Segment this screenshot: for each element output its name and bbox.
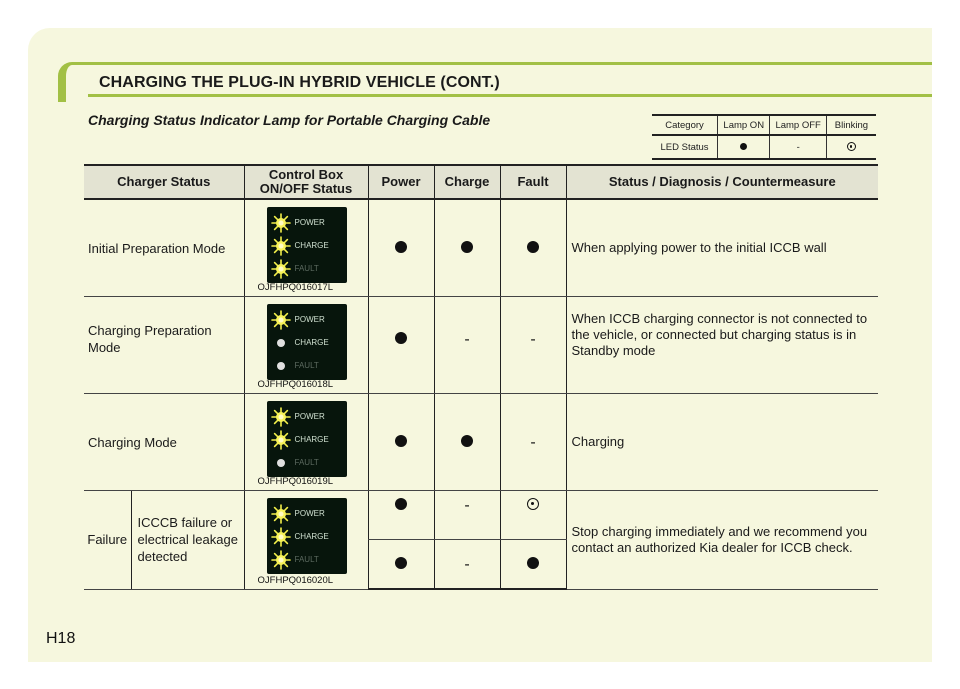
lamp-row — [271, 310, 347, 330]
section-title: CHARGING THE PLUG-IN HYBRID VEHICLE (CONT.) — [99, 74, 500, 91]
fault-lamp-on-icon — [271, 259, 291, 279]
image-code: OJFHPQ016019L — [257, 476, 334, 487]
lamp-row — [271, 453, 347, 473]
lamp-label: CHARGE — [294, 338, 329, 347]
lamp-on-dot-icon — [527, 557, 539, 569]
charge-cell — [434, 540, 500, 590]
power-cell — [368, 540, 434, 590]
legend-row-label: LED Status — [652, 135, 718, 159]
led-legend-table — [652, 114, 876, 160]
row-status — [84, 297, 244, 394]
table-header-row — [84, 165, 878, 199]
lamp-row — [271, 550, 347, 570]
image-code: OJFHPQ016017L — [257, 282, 334, 293]
control-box-image — [244, 199, 368, 297]
lamp-label: POWER — [294, 412, 325, 421]
lamp-row — [271, 504, 347, 524]
header-control-box-text: Control Box ON/OFF Status — [259, 167, 353, 196]
lamp-row — [271, 236, 347, 256]
fault-cell — [500, 540, 566, 590]
lamp-row — [271, 356, 347, 376]
header-fault: Fault — [500, 165, 566, 199]
row-status: Initial Preparation Mode — [84, 199, 244, 297]
row-diagnosis: When applying power to the initial ICCB wall — [566, 199, 878, 297]
row-diagnosis — [566, 297, 878, 394]
row-diagnosis: Stop charging immediately and we recommend you contact an authorized Kia dealer for ICCB check. — [566, 491, 878, 590]
lamp-on-dot-icon — [740, 143, 747, 150]
charge-cell — [434, 491, 500, 540]
power-cell — [368, 199, 434, 297]
lamp-on-dot-icon — [395, 241, 407, 253]
charge-lamp-on-icon — [271, 527, 291, 547]
lamp-label: FAULT — [294, 264, 319, 273]
row-sub-status: ICCCB failure or electrical leakage detected — [131, 491, 244, 590]
row-diagnosis: Charging — [566, 394, 878, 491]
charge-cell — [434, 297, 500, 394]
power-cell — [368, 491, 434, 540]
header-charger-status: Charger Status — [84, 165, 244, 199]
legend-lamp-on — [718, 135, 770, 159]
row-diagnosis-text: When ICCB charging connector is not connected to the vehicle, or connected but charging status is in Standby mode — [571, 311, 868, 358]
charge-lamp-off-icon — [277, 339, 285, 347]
charging-status-table — [84, 164, 878, 590]
fault-lamp-off-icon — [277, 362, 285, 370]
lamp-label: POWER — [294, 218, 325, 227]
lamp-row — [271, 407, 347, 427]
lamp-on-dot-icon — [461, 241, 473, 253]
row-status-text: Charging Preparation Mode — [88, 323, 212, 355]
table-row — [84, 491, 878, 540]
table-row — [84, 394, 878, 491]
table-row — [84, 297, 878, 394]
lamp-label: FAULT — [294, 555, 319, 564]
fault-lamp-on-icon — [271, 550, 291, 570]
lamp-on-dot-icon — [395, 435, 407, 447]
blinking-circle-icon — [527, 498, 539, 510]
lamp-row — [271, 527, 347, 547]
image-code: OJFHPQ016020L — [257, 574, 334, 586]
power-lamp-on-icon — [271, 310, 291, 330]
lamp-row — [271, 430, 347, 450]
section-header-rule — [88, 94, 932, 97]
legend-header-lamp-on: Lamp ON — [718, 115, 770, 135]
lamp-label: CHARGE — [294, 532, 329, 541]
lamp-label: FAULT — [294, 361, 319, 370]
header-diagnosis: Status / Diagnosis / Countermeasure — [566, 165, 878, 199]
lamp-off-dash: - — [464, 496, 470, 514]
power-cell — [368, 394, 434, 491]
legend-header-lamp-off: Lamp OFF — [770, 115, 826, 135]
fault-cell — [500, 297, 566, 394]
legend-lamp-off: - — [770, 135, 826, 159]
fault-cell — [500, 491, 566, 540]
blinking-circle-icon — [847, 142, 856, 151]
lamp-on-dot-icon — [395, 498, 407, 510]
lamp-off-dash: - — [464, 330, 470, 348]
lamp-row — [271, 333, 347, 353]
lamp-label: POWER — [294, 315, 325, 324]
charge-cell — [434, 394, 500, 491]
power-lamp-on-icon — [271, 407, 291, 427]
charge-cell — [434, 199, 500, 297]
lamp-off-dash: - — [464, 555, 470, 573]
lamp-on-dot-icon — [527, 241, 539, 253]
control-box-image — [244, 297, 368, 394]
fault-cell — [500, 199, 566, 297]
lamp-label: POWER — [294, 509, 325, 518]
lamp-label: CHARGE — [294, 435, 329, 444]
row-status: Charging Mode — [84, 394, 244, 491]
table-row — [84, 199, 878, 297]
lamp-on-dot-icon — [395, 557, 407, 569]
fault-lamp-off-icon — [277, 459, 285, 467]
control-box-image — [244, 394, 368, 491]
legend-blinking — [826, 135, 876, 159]
legend-header-blinking: Blinking — [826, 115, 876, 135]
lamp-row — [271, 213, 347, 233]
image-code: OJFHPQ016018L — [257, 379, 334, 390]
header-power: Power — [368, 165, 434, 199]
lamp-row — [271, 259, 347, 279]
charge-lamp-on-icon — [271, 430, 291, 450]
lamp-on-dot-icon — [395, 332, 407, 344]
header-charge: Charge — [434, 165, 500, 199]
row-status-failure: Failure — [84, 491, 131, 590]
lamp-label: FAULT — [294, 458, 319, 467]
page-number: H18 — [46, 630, 76, 647]
lamp-panel — [267, 498, 347, 574]
lamp-off-dash: - — [530, 433, 536, 451]
lamp-label: CHARGE — [294, 241, 329, 250]
lamp-panel — [267, 207, 347, 283]
lamp-panel — [267, 401, 347, 477]
power-lamp-on-icon — [271, 504, 291, 524]
power-cell — [368, 297, 434, 394]
power-lamp-on-icon — [271, 213, 291, 233]
charge-lamp-on-icon — [271, 236, 291, 256]
lamp-panel — [267, 304, 347, 380]
lamp-off-dash: - — [530, 330, 536, 348]
subtitle: Charging Status Indicator Lamp for Portable Charging Cable — [88, 112, 491, 128]
lamp-on-dot-icon — [461, 435, 473, 447]
fault-cell — [500, 394, 566, 491]
legend-header-category: Category — [652, 115, 718, 135]
control-box-image — [244, 491, 368, 590]
header-control-box — [244, 165, 368, 199]
